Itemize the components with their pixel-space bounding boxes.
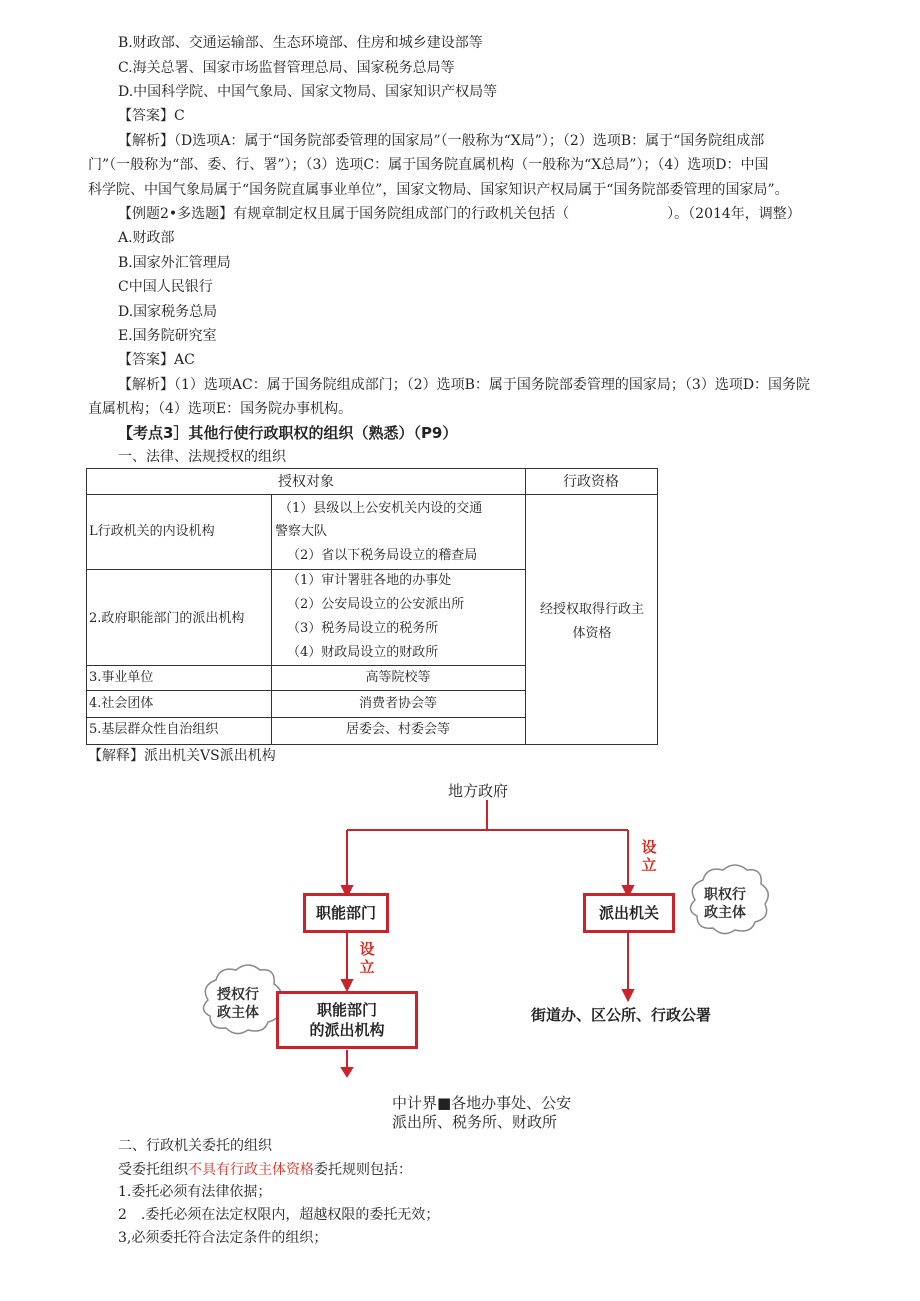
explanation-1-line-1: 【解析】（D选项A：属于“国务院部委管理的国家局”（一般称为“X局”）；（2）选项B：属于“国务院组成部 — [118, 133, 765, 149]
dispatch-agency-line-1: 职能部门 — [316, 1001, 377, 1019]
set-label-left: 设立 — [359, 940, 375, 976]
row1-item-1b: 警察大队 — [275, 524, 328, 539]
arrow-to-agency-icon — [342, 980, 352, 990]
header-authorized-object: 授权对象 — [278, 474, 334, 490]
functional-department-box: 职能部门 — [303, 893, 389, 933]
rule-intro-highlight: 不具有行政主体资格 — [188, 1162, 314, 1178]
row5-category: 5.基层群众性自治组织 — [89, 722, 219, 737]
row3-example: 高等院校等 — [365, 670, 431, 685]
section-1-heading: 一、法律、法规授权的组织 — [118, 449, 286, 465]
row5-example: 居委会、村委会等 — [345, 722, 450, 737]
right-cloud-text — [690, 886, 760, 922]
left-cloud-text — [203, 986, 273, 1022]
rule-2: 2 .委托必须在法定权限内，超越权限的委托无效； — [118, 1207, 440, 1223]
delegation-rule-intro — [118, 1160, 412, 1180]
row1-item-2: （2）省以下税务局设立的稽查局 — [287, 548, 478, 563]
explanation-1-line-2: 门”（一般称为“部、委、行、署”）；（3）选项C：属于国务院直属机构（一般称为“X总局”）；（4）选项D：中国 — [88, 157, 769, 173]
row2-category: 2.政府职能部门的派出机构 — [89, 611, 245, 626]
dispatch-agency-box — [276, 991, 418, 1049]
explanation-heading: 【解释】派出机关VS派出机构 — [88, 748, 276, 764]
qualification-line-1: 经授权取得行政主 — [539, 602, 644, 617]
rule-intro-post: 委托规则包括： — [314, 1162, 412, 1178]
right-cloud-line-1: 职权行 — [704, 887, 746, 903]
q2-option-d: D.国家税务总局 — [118, 304, 218, 320]
option-c-text: C.海关总署、国家市场监督管理总局、国家税务总局等 — [118, 60, 455, 76]
qualification-line-2: 体资格 — [572, 626, 612, 641]
explanation-2-line-2: 直属机构；（4）选项E：国务院办事机构。 — [88, 401, 353, 417]
street-office-text: 街道办、区公所、行政公署 — [531, 1006, 712, 1024]
authorization-table — [86, 468, 658, 745]
row2-item-1: （1）审计署驻各地的办事处 — [287, 573, 452, 588]
option-d-text: D.中国科学院、中国气象局、国家文物局、国家知识产权局等 — [118, 84, 498, 100]
agency-examples-line-1: 中计界■各地办事处、公安 — [392, 1094, 572, 1112]
key-point-3-heading: 【考点3］其他行使行政职权的组织（熟悉）（P9） — [118, 424, 458, 442]
diagram-connectors — [0, 770, 920, 1080]
explanation-1-line-3: 科学院、中国气象局属于“国务院直属事业单位”，国家文物局、国家知识产权局属于“国务院部委管理的国家局”。 — [88, 182, 789, 198]
rule-1: 1.委托必须有法律依据； — [118, 1184, 272, 1200]
agency-examples-line-2: 派出所、税务所、财政所 — [392, 1113, 558, 1131]
dispatch-agency-line-2: 的派出机构 — [309, 1021, 385, 1039]
set-label-right: 设立 — [641, 838, 657, 874]
dispatch-organ-box: 派出机关 — [583, 893, 675, 933]
right-cloud-line-2: 政主体 — [704, 905, 746, 921]
arrow-bottom-icon — [342, 1068, 352, 1076]
left-cloud-line-2: 政主体 — [217, 1005, 259, 1021]
answer-1: 【答案】C — [118, 108, 185, 124]
row2-item-4: （4）财政局设立的财政所 — [287, 645, 439, 660]
q2-option-c: C中国人民银行 — [118, 279, 213, 295]
row1-category: L行政机关的内设机构 — [89, 524, 215, 539]
q2-option-e: E.国务院研究室 — [118, 328, 217, 344]
row2-item-2: （2）公安局设立的公安派出所 — [287, 597, 465, 612]
answer-2: 【答案】AC — [118, 352, 195, 368]
row3-category: 3.事业单位 — [89, 670, 154, 685]
rule-3: 3,必须委托符合法定条件的组织； — [118, 1230, 328, 1246]
arrow-to-street-office-icon — [623, 990, 633, 1000]
left-cloud-line-1: 授权行 — [217, 987, 259, 1003]
rule-intro-pre: 受委托组织 — [118, 1162, 188, 1178]
row4-category: 4.社会团体 — [89, 696, 154, 711]
q2-option-a: A.财政部 — [118, 230, 175, 246]
explanation-2-line-1: 【解析】（1）选项AC：属于国务院组成部门；（2）选项B：属于国务院部委管理的国家局；（3）选项D：国务院 — [118, 377, 811, 393]
local-government-label: 地方政府 — [448, 782, 509, 800]
row1-item-1a: （1）县级以上公安机关内设的交通 — [279, 501, 483, 516]
header-admin-qualification: 行政资格 — [563, 474, 619, 490]
example-2-question: 【例题2•多选题】有规章制定权且属于国务院组成部门的行政机关包括（ ）。（2014年，调整） — [118, 206, 801, 222]
row4-example: 消费者协会等 — [358, 696, 437, 711]
option-b-text: B.财政部、交通运输部、生态环境部、住房和城乡建设部等 — [118, 35, 483, 51]
row2-item-3: （3）税务局设立的税务所 — [287, 621, 439, 636]
q2-option-b: B.国家外汇管理局 — [118, 255, 231, 271]
section-2-heading: 二、行政机关委托的组织 — [118, 1138, 272, 1154]
